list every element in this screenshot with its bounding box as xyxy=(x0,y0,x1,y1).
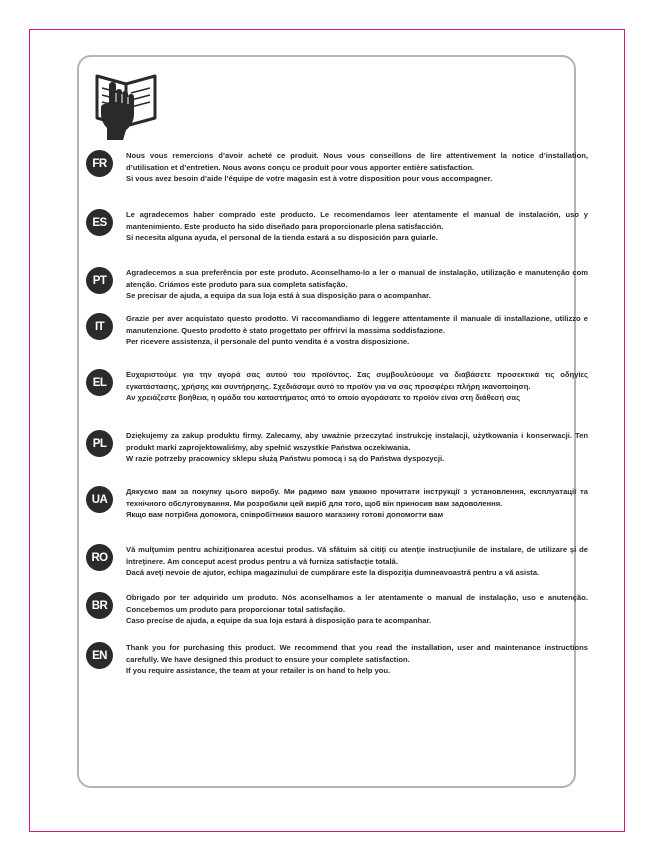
language-badge-el: EL xyxy=(86,369,113,396)
notice-assistance-fr: Si vous avez besoin d’aide l’équipe de votre magasin est à votre disposition pour vous accompagner. xyxy=(126,174,493,183)
notice-paragraph-es: Le agradecemos haber comprado este producto. Le recomendamos leer atentamente el manual de instalación, uso y mantenimiento. Este producto ha sido diseñado para proporcionarle plena satisfacción. xyxy=(126,210,588,231)
notice-assistance-el: Αν χρειάζεστε βοήθεια, η ομάδα του καταστήματος από το οποίο αγοράσατε το προϊόν είναι στη διάθεσή σας xyxy=(126,393,521,402)
notice-text-es xyxy=(126,209,588,244)
notice-text-pl xyxy=(126,430,588,465)
notice-text-fr xyxy=(126,150,588,185)
notice-paragraph-ro: Vă mulţumim pentru achiziţionarea acestui produs. Vă sfătuim să citiţi cu atenţie instrucţiunile de instalare, de utilizare şi de întreţinere. Am conceput acest produs pentru a vă furniza satisfacţie totală. xyxy=(126,545,588,566)
notice-paragraph-ua: Дякуємо вам за покупку цього виробу. Ми радимо вам уважно прочитати інструкції з установлення, експлуатації та технічного обслуговування. Ми розробили цей виріб для того, щоб він приносив вам задоволення. xyxy=(126,487,588,508)
notice-assistance-it: Per ricevere assistenza, il personale del punto vendita è a vostra disposizione. xyxy=(126,337,410,346)
language-badge-ro: RO xyxy=(86,544,113,571)
notice-paragraph-br: Obrigado por ter adquirido um produto. Nós aconselhamos a ler atentamente o manual de instalação, uso e anutenção. Concebemos um produto para proporcionar total satisfação. xyxy=(126,593,588,614)
notice-paragraph-pl: Dziękujemy za zakup produktu firmy. Zalecamy, aby uważnie przeczytać instrukcję instalacji, użytkowania i konserwacji. Ten produkt marki zaprojektowaliśmy, aby spełnić wszystkie Państwa oczekiwania. xyxy=(126,431,588,452)
notice-text-br xyxy=(126,592,588,627)
notice-text-pt xyxy=(126,267,588,302)
notice-paragraph-fr: Nous vous remercions d’avoir acheté ce produit. Nous vous conseillons de lire attentivement la notice d’installation, d’utilisation et d’entretien. Nous avons conçu ce produit pour vous apporter entière satisfaction. xyxy=(126,151,588,172)
language-badge-pl: PL xyxy=(86,430,113,457)
manual-reading-icon xyxy=(93,66,163,142)
notice-assistance-ua: Якщо вам потрібна допомога, співробітники вашого магазину готові допомогти вам xyxy=(126,510,444,519)
notice-paragraph-el: Ευχαριστούμε για την αγορά σας αυτού του προϊόντος. Σας συμβουλεύουμε να διαβάσετε προσεκτικά τις οδηγίες εγκατάστασης, χρήσης και συντήρησης. Σχεδιάσαμε αυτό το προϊόν για να σας προσφέρει πλήρη ικανοποίηση. xyxy=(126,370,588,391)
language-badge-pt: PT xyxy=(86,267,113,294)
notice-assistance-es: Si necesita alguna ayuda, el personal de la tienda estará a su disposición para guiarle. xyxy=(126,233,438,242)
notice-text-el xyxy=(126,369,588,404)
language-badge-fr: FR xyxy=(86,150,113,177)
notice-paragraph-it: Grazie per aver acquistato questo prodotto. Vi raccomandiamo di leggere attentamente il manuale di installazione, utilizzo e manutenzione. Questo prodotto è stato progettato per offrirvi la massima soddisfazione. xyxy=(126,314,588,335)
notice-assistance-ro: Dacă aveţi nevoie de ajutor, echipa magazinului de cumpărare este la dispoziţia dumneavoastră pentru a vă asista. xyxy=(126,568,540,577)
language-badge-ua: UA xyxy=(86,486,113,513)
language-badge-en: EN xyxy=(86,642,113,669)
notice-text-ro xyxy=(126,544,588,579)
notice-text-ua xyxy=(126,486,588,521)
language-badge-it: IT xyxy=(86,313,113,340)
notice-assistance-br: Caso precise de ajuda, a equipe da sua loja estará à disposição para te acompanhar. xyxy=(126,616,432,625)
notice-paragraph-en: Thank you for purchasing this product. We recommend that you read the installation, user and maintenance instructions carefully. We have designed this product to ensure your complete satisfaction. xyxy=(126,643,588,664)
notice-text-it xyxy=(126,313,588,348)
notice-assistance-pl: W razie potrzeby pracownicy sklepu służą Państwu pomocą i są do Państwa dyspozycji. xyxy=(126,454,445,463)
notice-paragraph-pt: Agradecemos a sua preferência por este produto. Aconselhamo-lo a ler o manual de instalação, utilização e manutenção com atenção. Criámos este produto para sua completa satisfação. xyxy=(126,268,588,289)
notice-assistance-en: If you require assistance, the team at your retailer is on hand to help you. xyxy=(126,666,391,675)
language-badge-br: BR xyxy=(86,592,113,619)
notice-text-en xyxy=(126,642,588,677)
language-badge-es: ES xyxy=(86,209,113,236)
notice-assistance-pt: Se precisar de ajuda, a equipa da sua loja está à sua disposição para o acompanhar. xyxy=(126,291,431,300)
